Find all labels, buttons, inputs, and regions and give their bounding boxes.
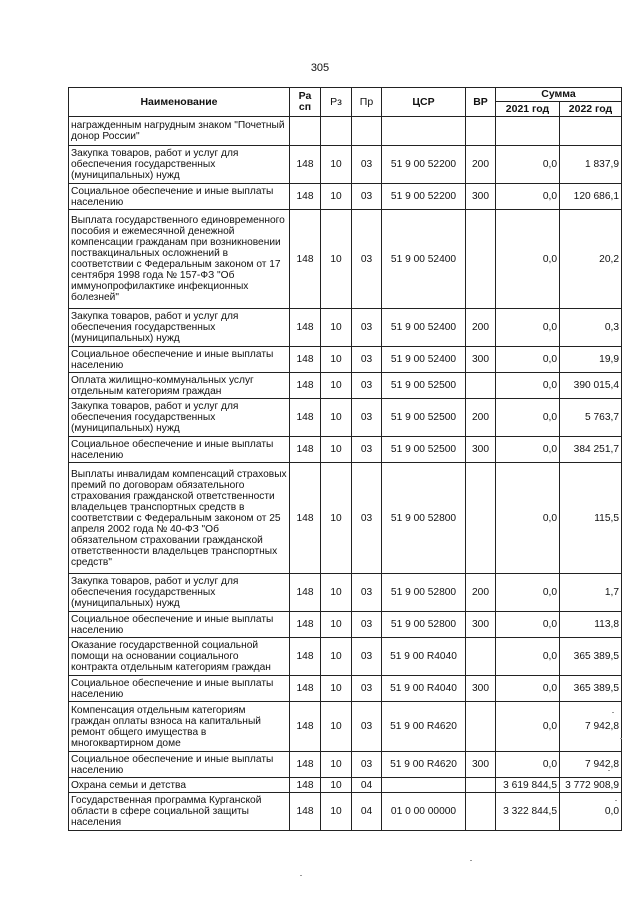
cell-name: Закупка товаров, работ и услуг для обеспечения государственных (муниципальных) нужд xyxy=(69,309,290,347)
cell-csr: 51 9 00 52800 xyxy=(382,612,466,638)
cell-pr: 03 xyxy=(352,146,382,184)
cell-2022: 7 942,8 xyxy=(560,752,622,778)
cell-pr: 03 xyxy=(352,373,382,399)
cell-2021: 0,0 xyxy=(496,184,560,210)
cell-rasp: 148 xyxy=(290,399,321,437)
cell-name: Оказание государственной социальной помощи на основании социального контракта отдельным категориям граждан xyxy=(69,638,290,676)
cell-2022: 0,0 xyxy=(560,793,622,831)
table-row xyxy=(69,210,622,309)
cell-pr: 03 xyxy=(352,399,382,437)
cell-rasp: 148 xyxy=(290,676,321,702)
cell-rasp: 148 xyxy=(290,210,321,309)
cell-rasp: 148 xyxy=(290,184,321,210)
cell-2021: 0,0 xyxy=(496,399,560,437)
cell-vr xyxy=(466,210,496,309)
cell-name: награжденным нагрудным знаком "Почетный донор России" xyxy=(69,117,290,146)
cell-csr: 51 9 00 52500 xyxy=(382,437,466,463)
cell-rasp: 148 xyxy=(290,612,321,638)
cell-rz: 10 xyxy=(321,676,352,702)
cell-csr: 51 9 00 R4620 xyxy=(382,702,466,752)
cell-csr xyxy=(382,778,466,793)
cell-rz: 10 xyxy=(321,437,352,463)
cell-2022: 365 389,5 xyxy=(560,638,622,676)
table-row xyxy=(69,184,622,210)
cell-name: Социальное обеспечение и иные выплаты населению xyxy=(69,612,290,638)
cell-2022: 20,2 xyxy=(560,210,622,309)
table-row xyxy=(69,117,622,146)
cell-rz: 10 xyxy=(321,778,352,793)
cell-rz: 10 xyxy=(321,752,352,778)
cell-2022: 384 251,7 xyxy=(560,437,622,463)
cell-2021: 0,0 xyxy=(496,373,560,399)
cell-pr: 03 xyxy=(352,184,382,210)
cell-rz: 10 xyxy=(321,399,352,437)
cell-name: Социальное обеспечение и иные выплаты населению xyxy=(69,184,290,210)
cell-csr: 51 9 00 52200 xyxy=(382,184,466,210)
cell-rz: 10 xyxy=(321,184,352,210)
table-row xyxy=(69,676,622,702)
cell-vr: 300 xyxy=(466,752,496,778)
cell-2022: 120 686,1 xyxy=(560,184,622,210)
cell-pr: 03 xyxy=(352,574,382,612)
cell-rz: 10 xyxy=(321,612,352,638)
cell-rz: 10 xyxy=(321,146,352,184)
cell-name: Социальное обеспечение и иные выплаты населению xyxy=(69,676,290,702)
cell-pr: 03 xyxy=(352,676,382,702)
table-row xyxy=(69,373,622,399)
cell-pr: 04 xyxy=(352,778,382,793)
header-rz: Рз xyxy=(321,88,352,117)
cell-csr: 51 9 00 R4620 xyxy=(382,752,466,778)
cell-name: Закупка товаров, работ и услуг для обеспечения государственных (муниципальных) нужд xyxy=(69,399,290,437)
cell-vr: 200 xyxy=(466,309,496,347)
cell-csr: 51 9 00 52200 xyxy=(382,146,466,184)
cell-2021: 3 322 844,5 xyxy=(496,793,560,831)
cell-vr: 300 xyxy=(466,676,496,702)
cell-name: Оплата жилищно-коммунальных услуг отдельным категориям граждан xyxy=(69,373,290,399)
cell-2022: 0,3 xyxy=(560,309,622,347)
cell-rasp: 148 xyxy=(290,309,321,347)
cell-rasp xyxy=(290,117,321,146)
header-pr: Пр xyxy=(352,88,382,117)
cell-pr: 03 xyxy=(352,210,382,309)
cell-vr xyxy=(466,702,496,752)
cell-csr: 51 9 00 52400 xyxy=(382,347,466,373)
cell-pr: 03 xyxy=(352,463,382,574)
cell-2021: 0,0 xyxy=(496,437,560,463)
table-row xyxy=(69,146,622,184)
cell-vr: 300 xyxy=(466,437,496,463)
cell-rasp: 148 xyxy=(290,373,321,399)
cell-rz: 10 xyxy=(321,638,352,676)
table-row xyxy=(69,347,622,373)
header-rasp: Ра сп xyxy=(290,88,321,117)
cell-vr: 300 xyxy=(466,347,496,373)
cell-pr: 03 xyxy=(352,702,382,752)
header-name: Наименование xyxy=(69,88,290,117)
cell-csr: 51 9 00 52800 xyxy=(382,574,466,612)
cell-csr: 51 9 00 52800 xyxy=(382,463,466,574)
header-vr: ВР xyxy=(466,88,496,117)
cell-name: Социальное обеспечение и иные выплаты населению xyxy=(69,752,290,778)
cell-2021 xyxy=(496,117,560,146)
cell-csr: 51 9 00 52400 xyxy=(382,309,466,347)
header-2022: 2022 год xyxy=(560,102,622,117)
cell-name: Выплаты инвалидам компенсаций страховых премий по договорам обязательного страхования гражданской ответственности владельцев транспортных средств в соответствии с Федеральным законом от 25 апреля 2002 года № 40-ФЗ "Об обязательном страховании гражданской ответственности владельцев транспортных средств" xyxy=(69,463,290,574)
cell-csr: 51 9 00 R4040 xyxy=(382,638,466,676)
table-body xyxy=(69,117,622,831)
cell-rz: 10 xyxy=(321,210,352,309)
cell-csr: 51 9 00 52400 xyxy=(382,210,466,309)
cell-2021: 0,0 xyxy=(496,463,560,574)
cell-name: Компенсация отдельным категориям граждан оплаты взноса на капитальный ремонт общего имущества в многоквартирном доме xyxy=(69,702,290,752)
cell-name: Социальное обеспечение и иные выплаты населению xyxy=(69,437,290,463)
cell-csr xyxy=(382,117,466,146)
table-row xyxy=(69,638,622,676)
cell-2022: 115,5 xyxy=(560,463,622,574)
cell-pr: 04 xyxy=(352,793,382,831)
cell-pr: 03 xyxy=(352,638,382,676)
cell-name: Государственная программа Курганской области в сфере социальной защиты населения xyxy=(69,793,290,831)
cell-pr: 03 xyxy=(352,612,382,638)
cell-name: Закупка товаров, работ и услуг для обеспечения государственных (муниципальных) нужд xyxy=(69,574,290,612)
cell-2022: 19,9 xyxy=(560,347,622,373)
cell-name: Закупка товаров, работ и услуг для обеспечения государственных (муниципальных) нужд xyxy=(69,146,290,184)
cell-rasp: 148 xyxy=(290,752,321,778)
header-sum: Сумма xyxy=(496,88,622,102)
cell-rasp: 148 xyxy=(290,574,321,612)
cell-rasp: 148 xyxy=(290,463,321,574)
table-row xyxy=(69,437,622,463)
cell-vr: 200 xyxy=(466,574,496,612)
cell-vr: 300 xyxy=(466,184,496,210)
cell-2021: 0,0 xyxy=(496,638,560,676)
cell-2021: 3 619 844,5 xyxy=(496,778,560,793)
cell-2021: 0,0 xyxy=(496,210,560,309)
cell-pr: 03 xyxy=(352,309,382,347)
cell-vr xyxy=(466,778,496,793)
cell-name: Выплата государственного единовременного пособия и ежемесячной денежной компенсации гражданам при возникновении поствакцинальных осложнений в соответствии с Федеральным законом от 17 сентября 1998 года № 157-ФЗ "Об иммунопрофилактике инфекционных болезней" xyxy=(69,210,290,309)
cell-rasp: 148 xyxy=(290,702,321,752)
cell-rz: 10 xyxy=(321,347,352,373)
cell-rz: 10 xyxy=(321,574,352,612)
cell-rasp: 148 xyxy=(290,793,321,831)
cell-2021: 0,0 xyxy=(496,752,560,778)
cell-2022: 7 942,8 xyxy=(560,702,622,752)
cell-2021: 0,0 xyxy=(496,612,560,638)
table-row xyxy=(69,612,622,638)
cell-2021: 0,0 xyxy=(496,146,560,184)
cell-2021: 0,0 xyxy=(496,676,560,702)
table-row xyxy=(69,399,622,437)
cell-pr xyxy=(352,117,382,146)
cell-vr xyxy=(466,793,496,831)
cell-pr: 03 xyxy=(352,347,382,373)
cell-2021: 0,0 xyxy=(496,574,560,612)
cell-2022: 390 015,4 xyxy=(560,373,622,399)
cell-vr: 300 xyxy=(466,612,496,638)
cell-vr xyxy=(466,117,496,146)
cell-vr: 200 xyxy=(466,399,496,437)
table-row xyxy=(69,463,622,574)
table-row xyxy=(69,752,622,778)
cell-rasp: 148 xyxy=(290,146,321,184)
page-number: 305 xyxy=(310,62,330,74)
header-csr: ЦСР xyxy=(382,88,466,117)
cell-rz: 10 xyxy=(321,373,352,399)
cell-rasp: 148 xyxy=(290,638,321,676)
cell-vr: 200 xyxy=(466,146,496,184)
cell-2022: 5 763,7 xyxy=(560,399,622,437)
cell-csr: 51 9 00 52500 xyxy=(382,399,466,437)
cell-vr xyxy=(466,463,496,574)
cell-rasp: 148 xyxy=(290,778,321,793)
cell-2022: 1,7 xyxy=(560,574,622,612)
cell-vr xyxy=(466,373,496,399)
cell-csr: 51 9 00 52500 xyxy=(382,373,466,399)
cell-name: Охрана семьи и детства xyxy=(69,778,290,793)
cell-2021: 0,0 xyxy=(496,347,560,373)
cell-csr: 51 9 00 R4040 xyxy=(382,676,466,702)
cell-pr: 03 xyxy=(352,437,382,463)
cell-2021: 0,0 xyxy=(496,309,560,347)
cell-rz: 10 xyxy=(321,309,352,347)
cell-rasp: 148 xyxy=(290,347,321,373)
cell-2021: 0,0 xyxy=(496,702,560,752)
header-2021: 2021 год xyxy=(496,102,560,117)
cell-vr xyxy=(466,638,496,676)
cell-2022: 365 389,5 xyxy=(560,676,622,702)
cell-name: Социальное обеспечение и иные выплаты населению xyxy=(69,347,290,373)
table-row xyxy=(69,309,622,347)
cell-rz xyxy=(321,117,352,146)
budget-table xyxy=(68,87,622,831)
table-row xyxy=(69,574,622,612)
table-header xyxy=(69,88,622,117)
cell-csr: 01 0 00 00000 xyxy=(382,793,466,831)
cell-2022 xyxy=(560,117,622,146)
cell-rz: 10 xyxy=(321,463,352,574)
cell-2022: 3 772 908,9 xyxy=(560,778,622,793)
cell-rasp: 148 xyxy=(290,437,321,463)
table-row xyxy=(69,793,622,831)
table-row xyxy=(69,702,622,752)
cell-rz: 10 xyxy=(321,793,352,831)
table-row xyxy=(69,778,622,793)
cell-2022: 113,8 xyxy=(560,612,622,638)
cell-2022: 1 837,9 xyxy=(560,146,622,184)
cell-rz: 10 xyxy=(321,702,352,752)
cell-pr: 03 xyxy=(352,752,382,778)
